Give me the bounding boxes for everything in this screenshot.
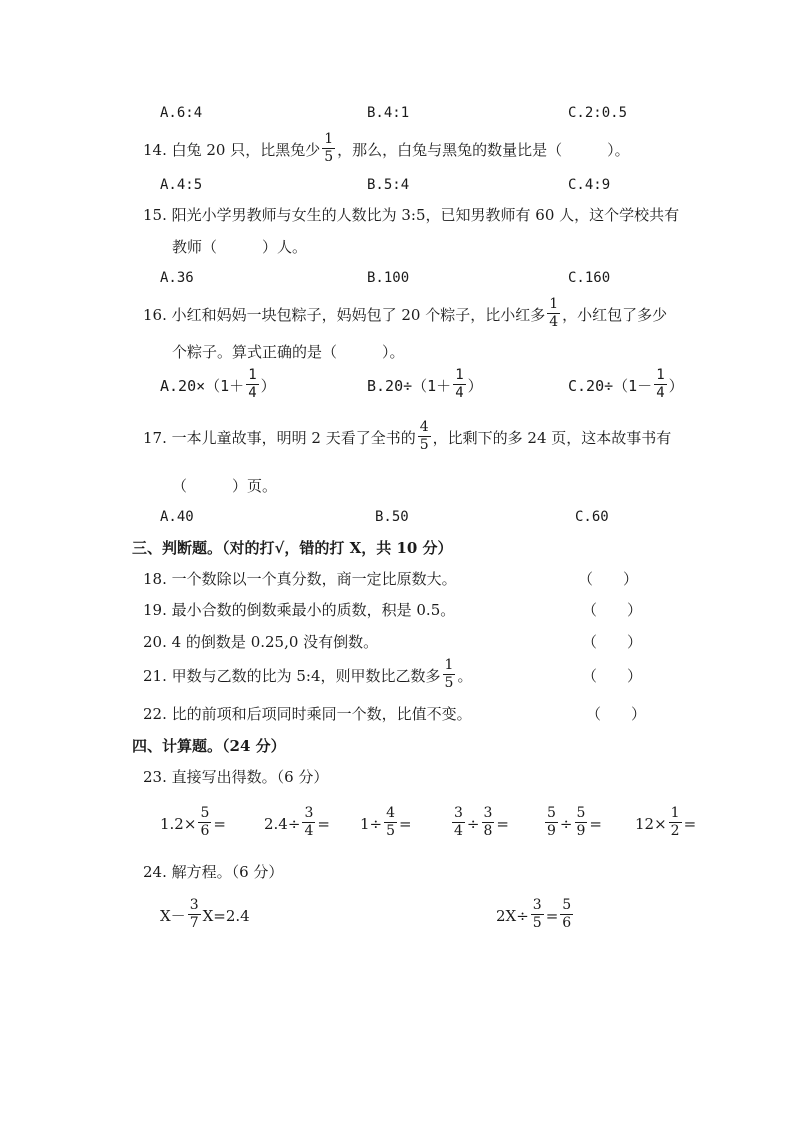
q17-frac-num: 4	[419, 419, 429, 435]
q23-e3-pre: 1÷	[360, 814, 383, 833]
q18-text: 18. 一个数除以一个真分数，商一定比原数大。	[143, 570, 457, 588]
q15-line2: 教师（ ）人。	[172, 238, 308, 256]
q23-e1-post: =	[213, 814, 226, 833]
q24-eq1-post: X=2.4	[202, 906, 250, 925]
q15-line1: 15. 阳光小学男教师与女生的人数比为 3:5，已知男教师有 60 人，这个学校共有	[143, 206, 680, 224]
q15-option-a: A.36	[160, 270, 194, 286]
q23-e3-post: =	[399, 814, 412, 833]
q16-fraction	[547, 296, 560, 331]
q23-e5-num1: 5	[547, 805, 556, 821]
q24-eq2-den: 5	[532, 915, 542, 931]
q16-c-post: ）	[668, 377, 684, 395]
q24-eq1-pre: X－	[160, 907, 186, 925]
q23-e1-num: 5	[200, 805, 210, 821]
q23-e2-den: 4	[304, 823, 314, 839]
q14-frac-den: 5	[324, 149, 334, 165]
q24-equation-2	[496, 898, 575, 933]
q24-eq2-num2: 5	[562, 897, 572, 913]
question-16	[143, 297, 667, 332]
q16-a-den: 4	[248, 385, 257, 401]
q23-expr-6	[635, 806, 696, 841]
q23-e5-num2: 5	[576, 805, 586, 821]
q19-answer-paren: （ ）	[582, 601, 643, 619]
q23-e5-den2: 9	[576, 823, 586, 839]
q17-suffix: ，比剩下的多 24 页，这本故事书有	[432, 429, 672, 447]
q16-b-fraction	[453, 367, 465, 402]
q14-prefix: 14. 白兔 20 只，比黑兔少	[143, 141, 321, 159]
q17-option-c: C.60	[575, 509, 609, 525]
q16-c-den: 4	[656, 385, 665, 401]
q23-e6-fraction	[669, 805, 682, 840]
q21-fraction	[443, 657, 456, 692]
section-4-title: 四、计算题。（24 分）	[132, 737, 286, 755]
q23-e1-fraction	[198, 805, 211, 840]
q14-option-c: C.4:9	[568, 177, 611, 193]
q14-option-a: A.4:5	[160, 177, 203, 193]
q17-frac-den: 5	[419, 437, 429, 453]
q24-eq2-den2: 6	[562, 915, 572, 931]
section-3-title: 三、判断题。（对的打√，错的打 X，共 10 分）	[132, 539, 453, 557]
q23-e6-post: =	[683, 814, 697, 833]
q24-eq2-mid: =	[545, 906, 559, 925]
q13-option-a: A.6:4	[160, 105, 203, 121]
q23-expr-4	[450, 806, 509, 841]
q21-frac-den: 5	[444, 675, 454, 691]
q24-eq2-fraction-2	[560, 897, 573, 932]
q23-e3-num: 4	[386, 805, 396, 821]
q23-e4-fraction-2	[482, 805, 495, 840]
q23-e1-pre: 1.2×	[160, 814, 197, 833]
q13-option-c: C.2:0.5	[568, 105, 628, 121]
q23-expr-1	[160, 806, 226, 841]
q13-option-b: B.4:1	[367, 105, 410, 121]
q23-label: 23. 直接写出得数。（6 分）	[143, 768, 329, 786]
q21-answer-paren: （ ）	[582, 667, 643, 685]
q23-e5-fraction-1	[545, 805, 558, 840]
question-21	[143, 658, 472, 693]
q20-text: 20. 4 的倒数是 0.25,0 没有倒数。	[143, 633, 379, 651]
q16-prefix: 16. 小红和妈妈一块包粽子，妈妈包了 20 个粽子，比小红多	[143, 306, 546, 324]
q23-expr-5	[543, 806, 602, 841]
q20-answer-paren: （ ）	[582, 633, 643, 651]
q16-a-num: 1	[248, 367, 257, 383]
q18-answer-paren: （ ）	[578, 570, 639, 588]
q14-frac-num: 1	[324, 131, 334, 147]
q17-option-b: B.50	[375, 509, 409, 525]
q23-e4-den2: 8	[483, 823, 493, 839]
q21-frac-num: 1	[444, 657, 454, 673]
q23-e6-den: 2	[670, 823, 680, 839]
q23-e3-den: 5	[386, 823, 396, 839]
q22-answer-paren: （ ）	[586, 705, 647, 723]
q24-equation-1	[160, 898, 250, 933]
question-14	[143, 132, 630, 167]
q24-eq1-num: 3	[189, 897, 199, 913]
q23-e4-num1: 3	[454, 805, 463, 821]
q16-a-pre: A.20×（1＋	[160, 377, 245, 395]
q16-suffix: ，小红包了多少	[562, 306, 668, 324]
q14-fraction	[322, 131, 335, 166]
question-17	[143, 420, 671, 455]
q17-prefix: 17. 一本儿童故事，明明 2 天看了全书的	[143, 429, 416, 447]
q23-e6-pre: 12×	[635, 814, 667, 833]
q23-e4-post: =	[496, 814, 509, 833]
q16-frac-den: 4	[549, 314, 559, 330]
q23-e1-den: 6	[200, 823, 210, 839]
q23-e2-post: =	[317, 814, 330, 833]
q22-text: 22. 比的前项和后项同时乘同一个数，比值不变。	[143, 705, 472, 723]
q16-c-num: 1	[656, 367, 665, 383]
q24-eq2-fraction-1	[531, 897, 544, 932]
q16-frac-num: 1	[549, 296, 559, 312]
q16-option-c	[568, 368, 684, 403]
q16-option-a	[160, 368, 276, 403]
q15-option-b: B.100	[367, 270, 410, 286]
q23-e6-num: 1	[670, 805, 680, 821]
q24-eq2-pre: 2X÷	[496, 906, 529, 925]
q23-e4-fraction-1	[452, 805, 465, 840]
q23-e5-den1: 9	[547, 823, 556, 839]
q23-e4-op: ÷	[466, 814, 480, 833]
q16-b-den: 4	[455, 385, 464, 401]
q14-suffix: ，那么，白兔与黑兔的数量比是（ ）。	[337, 141, 630, 159]
q17-fraction	[418, 419, 431, 454]
q17-option-a: A.40	[160, 509, 194, 525]
q16-c-fraction	[654, 367, 666, 402]
q19-text: 19. 最小合数的倒数乘最小的质数，积是 0.5。	[143, 601, 456, 619]
q15-option-c: C.160	[568, 270, 611, 286]
q24-eq2-num: 3	[532, 897, 542, 913]
q16-b-pre: B.20÷（1＋	[367, 377, 452, 395]
q21-suffix: 。	[457, 667, 473, 685]
q24-eq1-den: 7	[189, 915, 199, 931]
q23-expr-2	[264, 806, 330, 841]
q16-option-b	[367, 368, 483, 403]
q16-a-post: ）	[260, 377, 276, 395]
q21-prefix: 21. 甲数与乙数的比为 5:4，则甲数比乙数多	[143, 667, 441, 685]
q23-e2-num: 3	[304, 805, 314, 821]
q24-label: 24. 解方程。（6 分）	[143, 863, 284, 881]
q16-b-num: 1	[455, 367, 464, 383]
q23-e4-num2: 3	[483, 805, 493, 821]
q16-c-pre: C.20÷（1－	[568, 377, 653, 395]
q23-e3-fraction	[384, 805, 397, 840]
q23-e4-den1: 4	[454, 823, 463, 839]
q23-e5-fraction-2	[575, 805, 588, 840]
q23-e5-post: =	[589, 814, 602, 833]
q14-option-b: B.5:4	[367, 177, 410, 193]
q16-a-fraction	[246, 367, 258, 402]
q24-eq1-fraction	[188, 897, 201, 932]
q23-e2-fraction	[302, 805, 315, 840]
q17-line2: （ ）页。	[172, 477, 278, 495]
q23-expr-3	[360, 806, 412, 841]
q16-b-post: ）	[467, 377, 483, 395]
q16-line2: 个粽子。算式正确的是（ ）。	[172, 343, 405, 361]
q23-e2-pre: 2.4÷	[264, 814, 301, 833]
q23-e5-op: ÷	[559, 814, 573, 833]
